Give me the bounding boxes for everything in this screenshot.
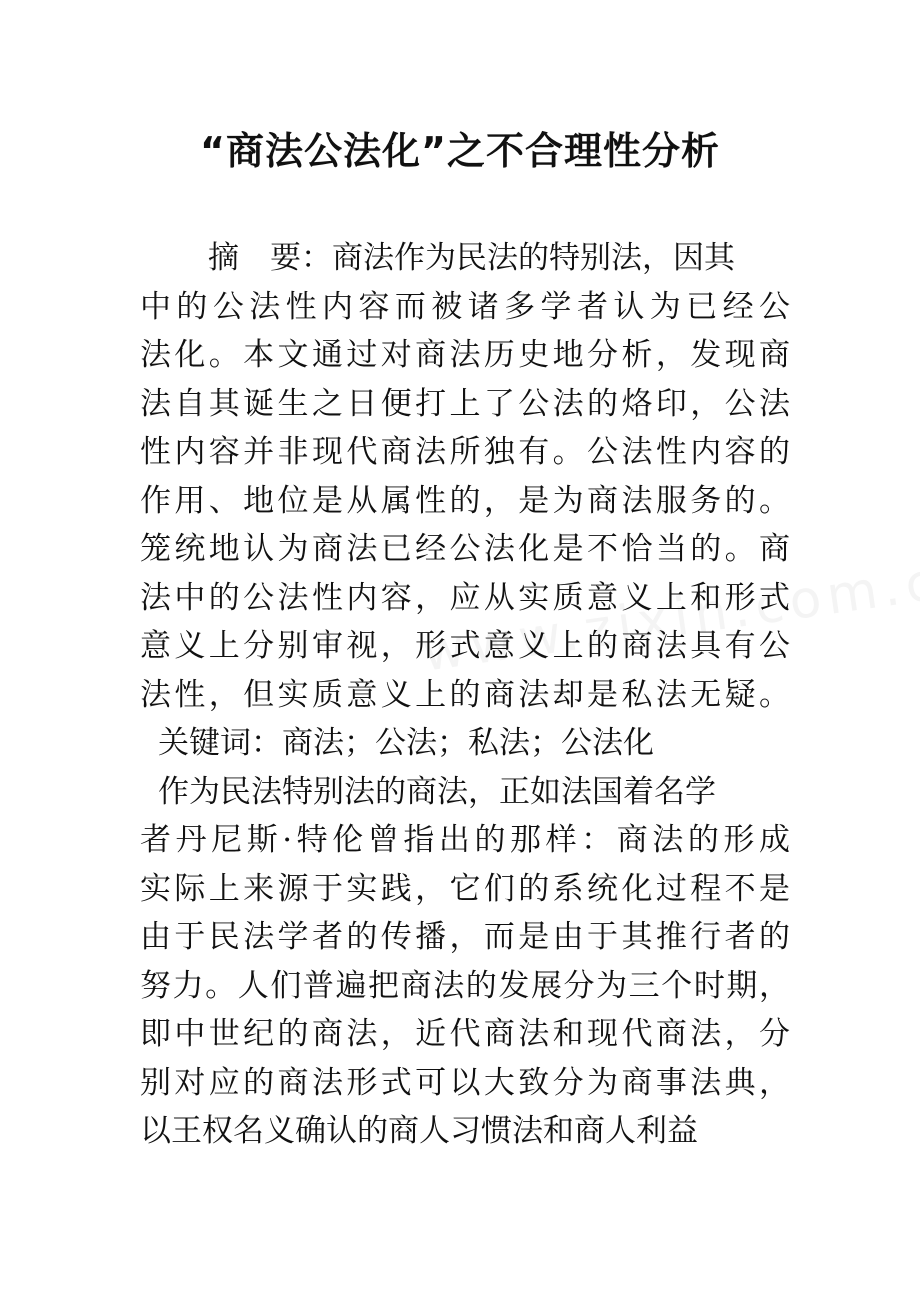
document-title: “商法公法化”之不合理性分析 (200, 129, 720, 173)
abstract-line: 法性，但实质意义上的商法却是私法无疑。 (140, 676, 790, 713)
abstract-line: 法自其诞生之日便打上了公法的烙印，公法 (140, 385, 790, 422)
paragraph-line: 别对应的商法形式可以大致分为商事法典， (140, 1064, 790, 1101)
paragraph-line: 由于民法学者的传播，而是由于其推行者的 (140, 919, 790, 955)
paragraph-line: 实际上来源于实践，它们的系统化过程不是 (140, 870, 790, 907)
document-body (140, 234, 790, 1156)
paragraph-line: 以王权名义确认的商人习惯法和商人利益 (140, 1113, 698, 1149)
paragraph-line: 即中世纪的商法，近代商法和现代商法，分 (140, 1016, 790, 1052)
abstract-line: 作用、地位是从属性的，是为商法服务的。 (140, 482, 790, 519)
paragraph-line: 者丹尼斯·特伦曾指出的那样：商法的形成 (140, 822, 790, 858)
abstract-line: 意义上分别审视，形式意义上的商法具有公 (140, 628, 790, 664)
abstract-line: 性内容并非现代商法所独有。公法性内容的 (140, 434, 790, 470)
abstract-line: 摘 要：商法作为民法的特别法，因其 (208, 240, 735, 276)
abstract-line: 法化。本文通过对商法历史地分析，发现商 (140, 337, 790, 373)
abstract-line: 中的公法性内容而被诸多学者认为已经公 (140, 288, 790, 325)
paragraph-line: 努力。人们普遍把商法的发展分为三个时期， (140, 967, 790, 1004)
abstract-line: 笼统地认为商法已经公法化是不恰当的。商 (140, 531, 790, 567)
keywords-line: 关键词：商法；公法；私法；公法化 (158, 725, 654, 761)
abstract-line: 法中的公法性内容，应从实质意义上和形式 (140, 579, 790, 616)
paragraph-line: 作为民法特别法的商法，正如法国着名学 (158, 773, 716, 810)
